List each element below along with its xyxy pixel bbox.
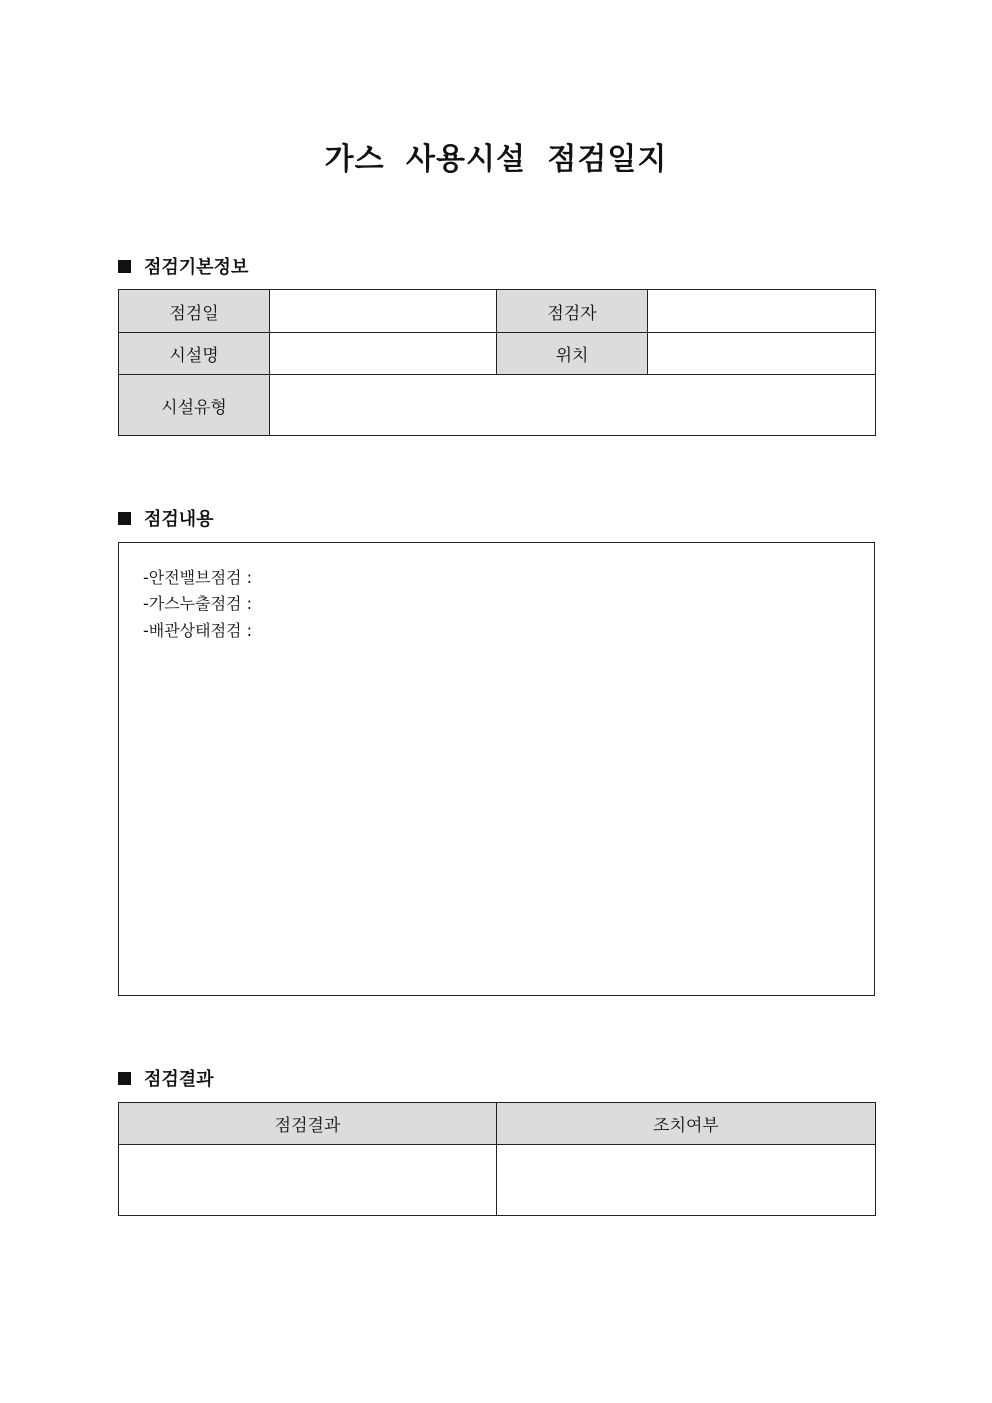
safety-valve-check-line: -안전밸브점검 : — [143, 568, 252, 587]
gas-leak-check-line: -가스누출점검 : — [143, 594, 252, 613]
facility-type-label: 시설유형 — [119, 375, 270, 436]
table-row — [119, 290, 876, 333]
square-bullet-icon — [118, 1072, 131, 1085]
date-field[interactable] — [270, 290, 497, 333]
location-label: 위치 — [497, 333, 648, 375]
action-taken-field[interactable] — [497, 1145, 876, 1216]
page-title: 가스 사용시설 점검일지 — [324, 142, 668, 177]
pipe-condition-check-line: -배관상태점검 : — [143, 621, 252, 640]
facility-name-label: 시설명 — [119, 333, 270, 375]
table-row — [119, 333, 876, 375]
basic-info-table — [118, 289, 876, 436]
date-label: 점검일 — [119, 290, 270, 333]
section-heading-label: 점검기본정보 — [144, 257, 249, 278]
section-heading-label: 점검내용 — [144, 509, 214, 530]
table-row — [119, 1103, 876, 1145]
table-row — [119, 1145, 876, 1216]
table-row — [119, 375, 876, 436]
square-bullet-icon — [118, 260, 131, 273]
section-heading-result — [118, 1065, 214, 1091]
section-heading-label: 점검결과 — [144, 1069, 214, 1090]
section-heading-content — [118, 505, 214, 531]
result-field[interactable] — [119, 1145, 497, 1216]
inspector-label: 점검자 — [497, 290, 648, 333]
facility-name-field[interactable] — [270, 333, 497, 375]
facility-type-field[interactable] — [270, 375, 876, 436]
action-taken-column-header: 조치여부 — [497, 1103, 876, 1145]
location-field[interactable] — [648, 333, 876, 375]
inspection-content-box[interactable] — [118, 542, 875, 996]
result-column-header: 점검결과 — [119, 1103, 497, 1145]
inspector-field[interactable] — [648, 290, 876, 333]
square-bullet-icon — [118, 512, 131, 525]
section-heading-basic-info — [118, 253, 248, 279]
result-table — [118, 1102, 876, 1216]
